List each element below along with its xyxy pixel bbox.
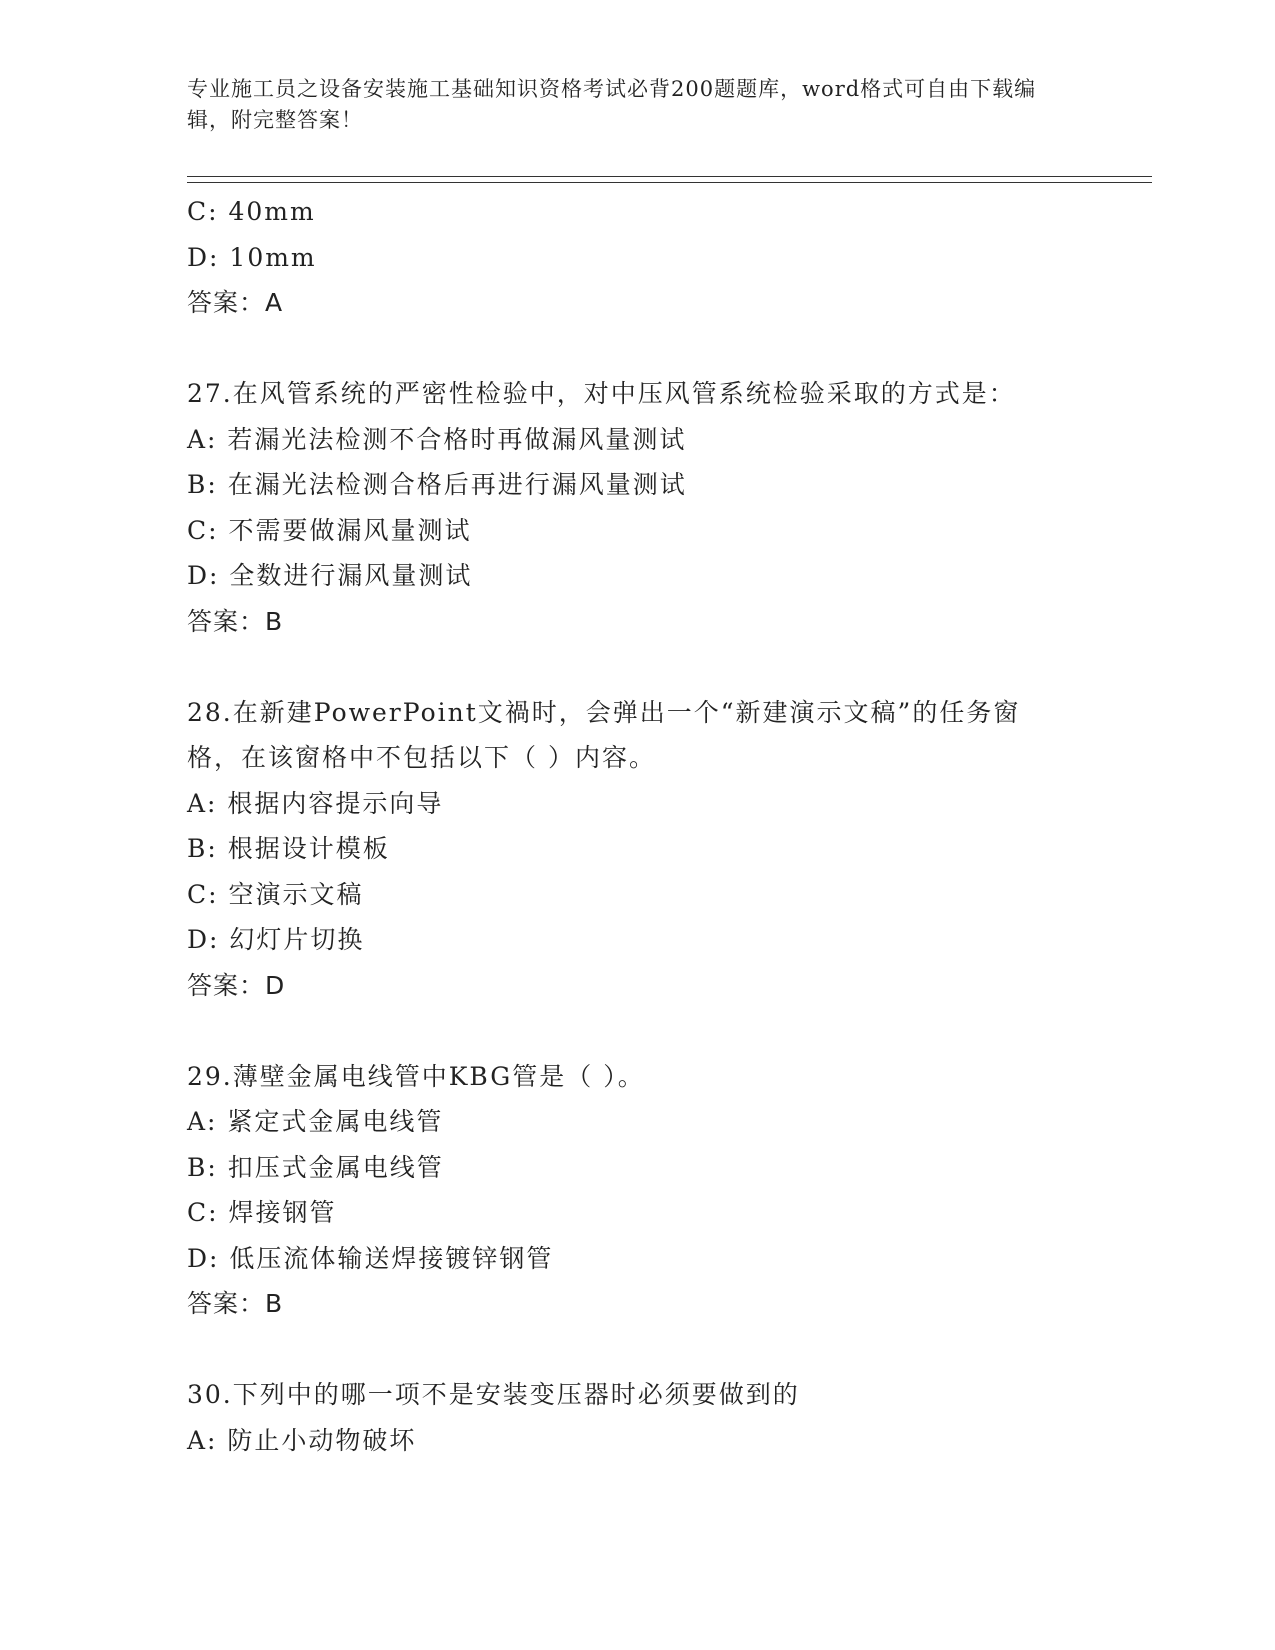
option-d: D: 全数进行漏风量测试 bbox=[187, 561, 473, 590]
option-c: C: 不需要做漏风量测试 bbox=[187, 515, 472, 545]
answer-line: 答案：A bbox=[187, 288, 284, 317]
option-c: C: 焊接钢管 bbox=[187, 1198, 337, 1227]
answer-line: 答案：D bbox=[187, 970, 286, 1000]
question-stem: 29.薄壁金属电线管中KBG管是（ ）。 bbox=[187, 1061, 645, 1091]
question-26-continued bbox=[187, 189, 1087, 326]
option-d: D: 幻灯片切换 bbox=[187, 925, 365, 954]
question-stem: 27.在风管系统的严密性检验中，对中压风管系统检验采取的方式是： bbox=[187, 379, 1016, 408]
question-29 bbox=[187, 1054, 1087, 1327]
option-a: A: 根据内容提示向导 bbox=[187, 788, 444, 818]
spacer bbox=[187, 1008, 1087, 1054]
question-27 bbox=[187, 371, 1087, 644]
question-content bbox=[187, 189, 1087, 1463]
question-30 bbox=[187, 1372, 1087, 1463]
spacer bbox=[187, 1327, 1087, 1373]
answer-line: 答案：B bbox=[187, 1289, 284, 1318]
option-b: B: 根据设计模板 bbox=[187, 834, 390, 863]
header-divider-top bbox=[187, 176, 1152, 177]
document-header-title: 专业施工员之设备安装施工基础知识资格考试必背200题题库，word格式可自由下载编辑，附完整答案！ bbox=[187, 77, 1037, 132]
header-divider-bottom bbox=[187, 182, 1152, 183]
option-d: D: 低压流体输送焊接镀锌钢管 bbox=[187, 1243, 554, 1273]
answer-line: 答案：B bbox=[187, 606, 284, 636]
option-b: B: 在漏光法检测合格后再进行漏风量测试 bbox=[187, 470, 687, 499]
option-a: A: 紧定式金属电线管 bbox=[187, 1107, 444, 1136]
option-c: C: 40mm bbox=[187, 197, 316, 226]
option-a: A: 若漏光法检测不合格时再做漏风量测试 bbox=[187, 424, 687, 454]
option-c: C: 空演示文稿 bbox=[187, 879, 364, 909]
option-a: A: 防止小动物破坏 bbox=[187, 1425, 417, 1455]
option-d: D: 10mm bbox=[187, 242, 317, 272]
question-28 bbox=[187, 690, 1087, 1009]
question-stem: 28.在新建PowerPoint文禍时，会弹出一个“新建演示文稿”的任务窗格，在该窗格中不包括以下（ ）内容。 bbox=[187, 697, 1021, 772]
spacer bbox=[187, 326, 1087, 372]
spacer bbox=[187, 644, 1087, 690]
option-b: B: 扣压式金属电线管 bbox=[187, 1152, 444, 1182]
question-stem: 30.下列中的哪一项不是安装变压器时必须要做到的 bbox=[187, 1380, 800, 1409]
